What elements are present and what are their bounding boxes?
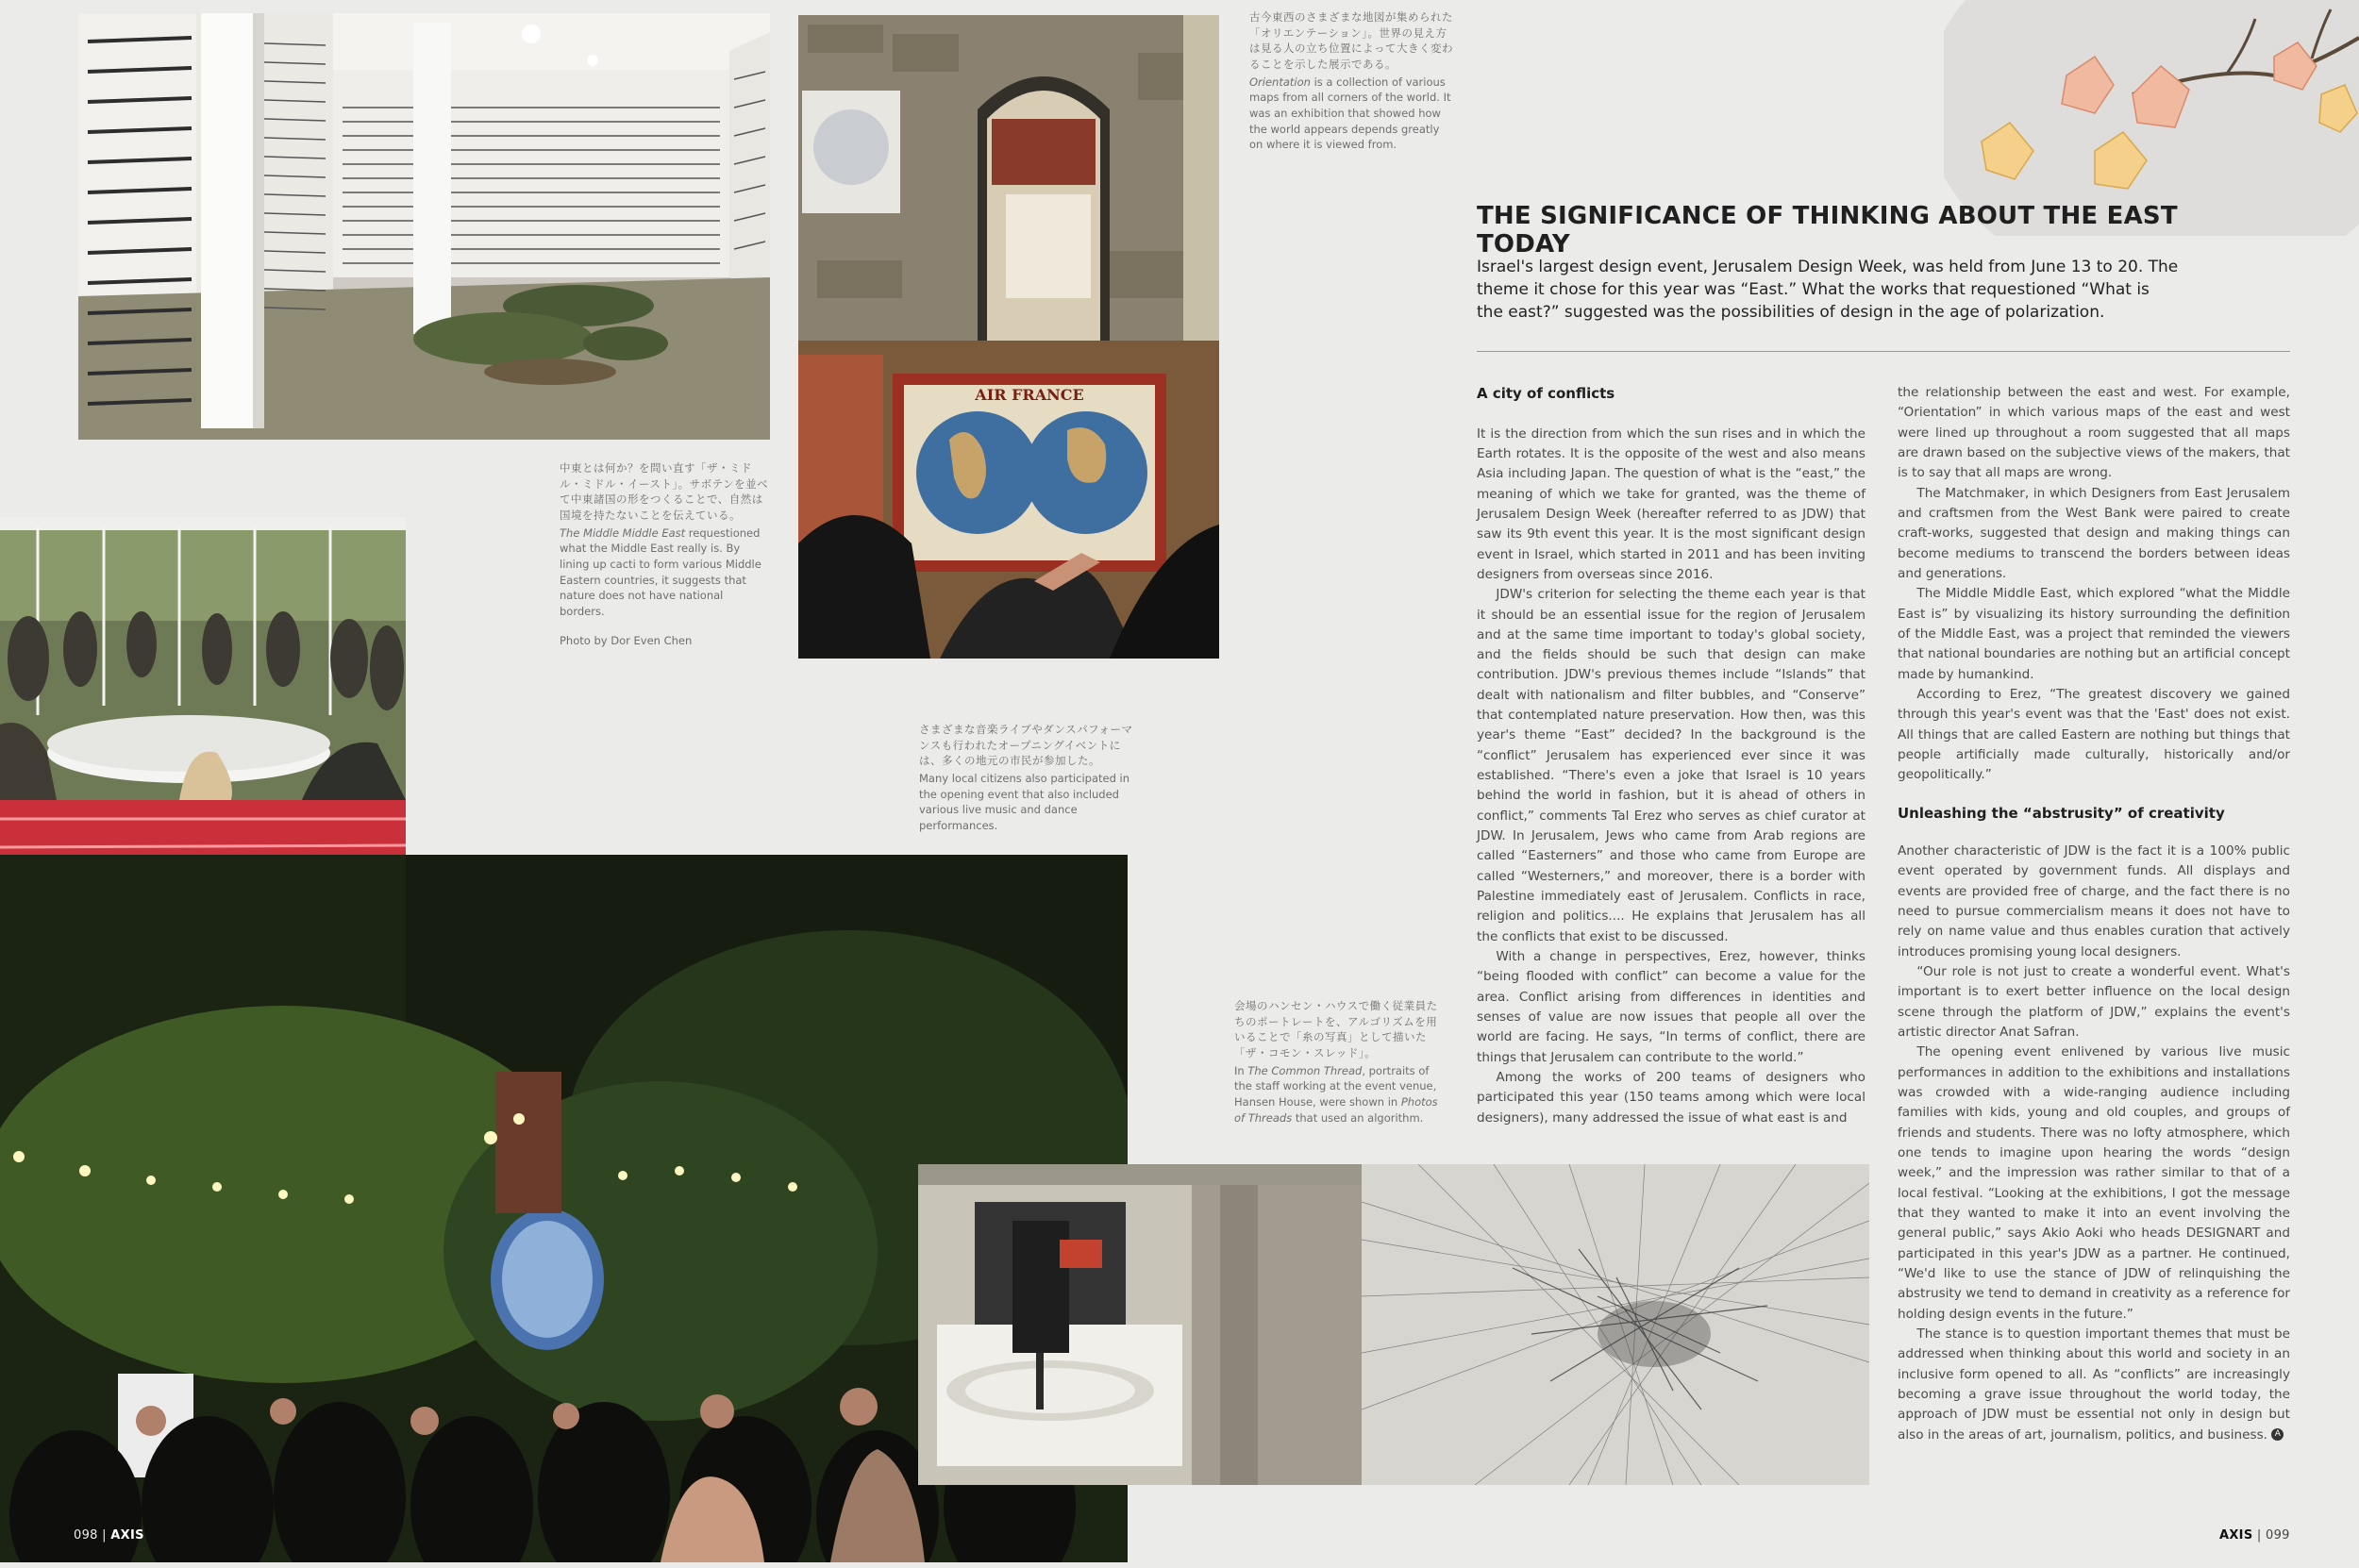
- caption-common-thread-title: The Common Thread: [1247, 1063, 1363, 1077]
- caption-common-thread-mid: , portraits of the staff working at the event venue, Hansen House, were shown in: [1234, 1063, 1437, 1109]
- body-paragraph: According to Erez, “The greatest discovery we gained through this year's event was that the 'East' does not exist. All things that are called Eastern are nothing but things that people artificially made culturally, historically and/or geopolitically.”: [1898, 686, 2290, 783]
- section-heading-abstrusity: Unleashing the “abstrusity” of creativity: [1898, 804, 2225, 822]
- photo-opening-stage: [0, 517, 406, 800]
- caption-orientation-jp: 古今東西のさまざまな地図が集められた「オリエンテーション」。世界の見え方は見る人の立ち位置によって大きく変わることを示した展示である。: [1249, 10, 1453, 72]
- caption-orientation-en: [1249, 75, 1453, 153]
- caption-common-thread-post: that used an algorithm.: [1292, 1110, 1424, 1125]
- body-paragraph: The Middle Middle East, which explored “what the Middle East is” by visualizing its history surrounding the definition of the Middle East, was a project that reminded the viewers that national boundaries are nothing but an artificial concept made by humankind.: [1898, 586, 2290, 682]
- body-paragraph: With a change in perspectives, Erez, however, thinks “being flooded with conflict” can become a value for the area. Conflict arising from differences in identities and senses of value are now issues that people all over the world are facing. He says, “In terms of conflict, there are things that Jerusalem can contribute to the world.”: [1477, 949, 1865, 1065]
- map-banner-text: AIR FRANCE: [975, 386, 1084, 404]
- caption-middle-east: [560, 460, 769, 648]
- end-mark-icon: A: [2271, 1428, 2284, 1441]
- body-paragraph: The Matchmaker, in which Designers from East Jerusalem and craftsmen from the West Bank were paired to create craft-works, suggested that design and making things can become mediums to transcend the borders between ideas and generations.: [1898, 485, 2290, 581]
- article-column-1: [1477, 383, 1865, 1128]
- caption-middle-east-text: requestioned what the Middle East really is. By lining up cacti to form various Middle Eastern countries, it suggests that nature does not have national borders.: [560, 525, 761, 619]
- caption-orientation: [1249, 9, 1453, 153]
- body-paragraph: JDW's criterion for selecting the theme each year is that it should be an essential issue for the region of Jerusalem and at the same time important to today's global society, and the fields should be such that design can make contribution. JDW's previous themes include “Islands” that dealt with nationalism and filter bubbles, and “Conserve” that contemplated nature preservation. How then, was this year's theme “East” decided? In the background is the “conflict” Jerusalem has experienced ever since it was established. “There's even a joke that Israel is 10 years behind the world in fashion, but it is ahead of others in conflict,” comments Tal Erez who serves as chief curator at JDW. In Jerusalem, Jews who came from Arab regions are called “Easterners” and those who came from Europe are called “Westerners,” and moreover, there is a border with Palestine immediately east of Jerusalem. Conflicts in race, religion and politics.... He explains that Jerusalem has all the conflicts that exist to be discussed.: [1477, 587, 1865, 944]
- headline-divider: [1477, 351, 2290, 352]
- photo-thread-portrait: [1362, 1164, 1869, 1485]
- caption-common-thread: [1234, 998, 1444, 1126]
- page-number-left: 098: [74, 1528, 98, 1543]
- body-paragraph: the relationship between the east and west. For example, “Orientation” in which various maps of the east and west were lined up throughout a room suggested that all maps are drawn based on the subjective views of the makers, that is to say that all maps are wrong.: [1898, 385, 2290, 481]
- section-heading-city-of-conflicts: A city of conflicts: [1477, 385, 1615, 402]
- caption-middle-east-title: The Middle Middle East: [560, 525, 686, 540]
- page-number-right: 099: [2266, 1528, 2290, 1543]
- caption-common-thread-jp: 会場のハンセン・ハウスで働く従業員たちのポートレートを、アルゴリズムを用いることで「糸の写真」として描いた「ザ・コモン・スレッド」。: [1234, 999, 1438, 1060]
- body-paragraph: Another characteristic of JDW is the fact it is a 100% public event operated by government funds. All displays and events are provided free of charge, and the fact there is no need to pursue commercialism means it does not have to rely on name value and thus enables curation that actively introduces promising young local designers.: [1898, 843, 2290, 959]
- article-headline: THE SIGNIFICANCE OF THINKING ABOUT THE EAST TODAY: [1477, 202, 2178, 259]
- body-paragraph: “Our role is not just to create a wonderful event. What's important is to exert better influence on the local design scene through the platform of JDW,” explains the event's artistic director Anat Safran.: [1898, 964, 2290, 1041]
- folio-left: 098 | AXIS: [74, 1528, 144, 1543]
- caption-common-thread-en: [1234, 1063, 1444, 1126]
- caption-opening-jp: さまざまな音楽ライブやダンスパフォーマンスも行われたオープニングイベントには、多くの地元の市民が参加した。: [919, 723, 1133, 768]
- body-paragraph: Among the works of 200 teams of designers who participated this year (150 teams among which were local designers), many addressed the issue of what east is and: [1477, 1070, 1865, 1126]
- photo-text-wall-gallery: [78, 13, 770, 440]
- body-paragraph: It is the direction from which the sun rises and in which the Earth rotates. It is the opposite of the west and also means Asia including Japan. The question of what is the “east,” the meaning of which we take for granted, was the theme of Jerusalem Design Week (hereafter referred to as JDW) that saw its 9th event this year. It is the most significant design event in Israel, which started in 2011 and has been inviting designers from overseas since 2016.: [1477, 425, 1865, 582]
- caption-middle-east-jp: 中東とは何か？を問い直す「ザ・ミドル・ミドル・イースト」。サボテンを並べて中東諸国の形をつくることで、自然は国境を持たないことを伝えている。: [560, 461, 769, 523]
- magazine-name-right: AXIS: [2219, 1528, 2253, 1543]
- caption-common-thread-title2: Photos of Threads: [1234, 1095, 1438, 1125]
- photo-orientation-map-room: [798, 15, 1219, 659]
- body-paragraph: The opening event enlivened by various live music performances in addition to the exhibitions and installations was crowded with a wide-ranging audience including families with kids, young and old couples, and groups of friends and students. There was no lofty atmosphere, which one tends to imagine upon hearing the words “design week,” and the impression was rather similar to that of a local festival. “Looking at the exhibitions, I got the message that they wanted to make it into an event involving the general public,” says Akio Aoki who heads DESIGNART and participated in this year's JDW as a partner. He continued, “We'd like to use the stance of JDW of relinquishing the abstrusity we tend to demand in creativity as a reference for holding design events in the future.”: [1898, 1044, 2290, 1322]
- folio-right: AXIS | 099: [2219, 1528, 2290, 1543]
- article-column-2: [1898, 383, 2290, 1445]
- photo-plotter-machine: [918, 1164, 1362, 1485]
- caption-common-thread-pre: In: [1234, 1063, 1248, 1077]
- photo-origami-blossom: [1944, 0, 2359, 236]
- article-lede: Israel's largest design event, Jerusalem Design Week, was held from June 13 to 20. The theme it chose for this year was “East.” What the works that requestioned “What is the east?” suggested was the possibilities of design in the age of polarization.: [1477, 258, 2179, 322]
- magazine-name-left: AXIS: [110, 1528, 144, 1543]
- body-paragraph-final: [1898, 1325, 2290, 1445]
- caption-opening-event: [919, 722, 1134, 834]
- caption-orientation-text: is a collection of various maps from all corners of the world. It was an exhibition that showed how the world appears depends greatly on where it is viewed from.: [1249, 75, 1451, 152]
- body-paragraph-text: The stance is to question important themes that must be addressed when thinking about this world and society in an inclusive form opened to all. As “conflicts” are increasingly becoming a grave issue throughout the world today, the approach of JDW must be essential not only in design but also in the areas of art, journalism, politics, and business.: [1898, 1326, 2290, 1443]
- photo-credit: Photo by Dor Even Chen: [560, 633, 693, 647]
- caption-middle-east-en: [560, 525, 769, 620]
- caption-opening-en: Many local citizens also participated in the opening event that also included various live music and dance performances.: [919, 772, 1130, 833]
- caption-orientation-title: Orientation: [1249, 75, 1311, 89]
